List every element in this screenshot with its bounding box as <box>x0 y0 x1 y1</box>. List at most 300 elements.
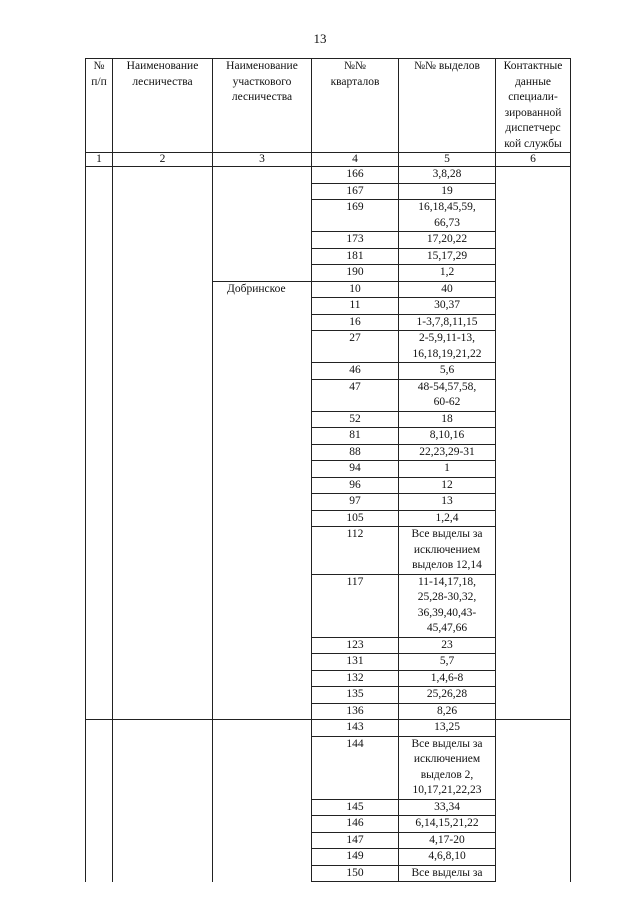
kvartal-cell: 16 <box>312 314 399 331</box>
vydely-cell <box>399 363 496 380</box>
column-header-6 <box>496 59 571 153</box>
forestry-cell <box>113 379 213 411</box>
forestry-cell <box>113 331 213 363</box>
vydely-line: 10,17,21,22,23 <box>412 784 482 796</box>
table-row <box>86 574 571 637</box>
vydely-cell <box>399 574 496 637</box>
vydely-cell <box>399 670 496 687</box>
forestry-cell <box>113 494 213 511</box>
header-line: лесничества <box>132 75 193 88</box>
district-cell <box>213 314 312 331</box>
district-cell <box>213 167 312 184</box>
forestry-cell <box>113 832 213 849</box>
district-cell <box>213 477 312 494</box>
header-row <box>86 59 571 153</box>
contact-cell <box>496 816 571 833</box>
vydely-line: 25,26,28 <box>426 688 468 700</box>
kvartal-cell: 97 <box>312 494 399 511</box>
row-number-cell <box>86 331 113 363</box>
row-number-cell <box>86 510 113 527</box>
header-line: кварталов <box>330 75 380 88</box>
table-row <box>86 248 571 265</box>
forestry-cell <box>113 816 213 833</box>
contact-cell <box>496 183 571 200</box>
table-row <box>86 799 571 816</box>
forestry-cell <box>113 428 213 445</box>
kvartal-cell: 10 <box>312 281 399 298</box>
forestry-cell <box>113 849 213 866</box>
contact-cell <box>496 654 571 671</box>
kvartal-cell: 88 <box>312 444 399 461</box>
contact-cell <box>496 281 571 298</box>
contact-cell <box>496 510 571 527</box>
contact-cell <box>496 527 571 575</box>
kvartal-cell: 46 <box>312 363 399 380</box>
kvartal-cell: 167 <box>312 183 399 200</box>
row-number-cell <box>86 411 113 428</box>
table-row <box>86 232 571 249</box>
kvartal-cell: 52 <box>312 411 399 428</box>
district-cell <box>213 670 312 687</box>
vydely-cell <box>399 167 496 184</box>
header-line: кой службы <box>504 137 562 150</box>
table-row <box>86 865 571 882</box>
vydely-line: 2-5,9,11-13, <box>418 332 476 344</box>
district-cell <box>213 183 312 200</box>
header-line: п/п <box>91 75 107 88</box>
vydely-line: 19 <box>441 184 453 197</box>
table-row <box>86 637 571 654</box>
contact-cell <box>496 574 571 637</box>
contact-cell <box>496 363 571 380</box>
contact-cell <box>496 670 571 687</box>
contact-cell <box>496 379 571 411</box>
vydely-line: 30,37 <box>434 299 460 311</box>
kvartal-cell: 144 <box>312 736 399 799</box>
header-line: диспетчерс <box>505 122 561 134</box>
column-header-1 <box>86 59 113 153</box>
table-row <box>86 200 571 232</box>
row-number-cell <box>86 248 113 265</box>
contact-cell <box>496 720 571 737</box>
contact-cell <box>496 799 571 816</box>
forestry-cell <box>113 510 213 527</box>
row-number-cell <box>86 232 113 249</box>
contact-cell <box>496 444 571 461</box>
vydely-line: 1,2,4 <box>435 511 459 524</box>
vydely-cell <box>399 232 496 249</box>
column-header-5 <box>399 59 496 153</box>
vydely-line: 15,17,29 <box>426 249 468 262</box>
vydely-cell <box>399 637 496 654</box>
vydely-line: 66,73 <box>434 216 460 229</box>
contact-cell <box>496 411 571 428</box>
district-cell <box>213 444 312 461</box>
column-number-row <box>86 153 571 167</box>
district-cell: Добринское <box>213 281 312 298</box>
row-number-cell <box>86 298 113 315</box>
contact-cell <box>496 832 571 849</box>
row-number-cell <box>86 167 113 184</box>
vydely-line: выделов 12,14 <box>412 559 482 571</box>
kvartal-cell: 146 <box>312 816 399 833</box>
vydely-line: 4,17-20 <box>429 833 465 846</box>
forestry-cell <box>113 527 213 575</box>
row-number-cell <box>86 799 113 816</box>
vydely-cell <box>399 183 496 200</box>
row-number-cell <box>86 865 113 882</box>
vydely-line: 1-3,7,8,11,15 <box>416 315 478 328</box>
header-line: специали- <box>508 91 558 103</box>
vydely-line: 11-14,17,18, <box>417 575 477 588</box>
row-number-cell <box>86 670 113 687</box>
contact-cell <box>496 200 571 232</box>
district-cell <box>213 331 312 363</box>
forestry-cell <box>113 574 213 637</box>
table-row <box>86 736 571 799</box>
district-cell <box>213 200 312 232</box>
vydely-line: 4,6,8,10 <box>428 850 466 862</box>
vydely-line: 1 <box>444 462 450 474</box>
vydely-line: исключением <box>413 543 481 556</box>
forestry-cell <box>113 637 213 654</box>
header-line: Наименование <box>226 60 298 72</box>
vydely-cell <box>399 799 496 816</box>
forestry-cell <box>113 232 213 249</box>
kvartal-cell: 131 <box>312 654 399 671</box>
contact-cell <box>496 736 571 799</box>
column-header-4 <box>312 59 399 153</box>
forestry-cell <box>113 720 213 737</box>
vydely-cell <box>399 527 496 575</box>
column-number-4: 4 <box>312 153 399 167</box>
table-row <box>86 849 571 866</box>
district-cell <box>213 736 312 799</box>
district-cell <box>213 527 312 575</box>
kvartal-cell: 145 <box>312 799 399 816</box>
vydely-line: 5,7 <box>439 655 455 667</box>
column-header-2 <box>113 59 213 153</box>
header-line: данные <box>514 75 552 88</box>
kvartal-cell: 94 <box>312 461 399 478</box>
district-cell <box>213 298 312 315</box>
table-row <box>86 298 571 315</box>
kvartal-cell: 166 <box>312 167 399 184</box>
vydely-cell <box>399 428 496 445</box>
vydely-cell <box>399 265 496 282</box>
kvartal-cell: 181 <box>312 248 399 265</box>
table-row <box>86 428 571 445</box>
column-number-2: 2 <box>113 153 213 167</box>
vydely-line: 16,18,45,59, <box>418 201 476 213</box>
header-line: № <box>93 60 105 72</box>
contact-cell <box>496 477 571 494</box>
vydely-cell <box>399 687 496 704</box>
forestry-cell <box>113 703 213 720</box>
table-row <box>86 363 571 380</box>
contact-cell <box>496 494 571 511</box>
row-number-cell <box>86 379 113 411</box>
district-cell <box>213 816 312 833</box>
vydely-line: 23 <box>441 638 453 651</box>
district-cell <box>213 687 312 704</box>
kvartal-cell: 105 <box>312 510 399 527</box>
forest-quarters-table <box>85 58 571 882</box>
row-number-cell <box>86 281 113 298</box>
vydely-cell <box>399 703 496 720</box>
vydely-line: 40 <box>441 282 453 295</box>
district-cell <box>213 637 312 654</box>
district-cell <box>213 849 312 866</box>
kvartal-cell: 123 <box>312 637 399 654</box>
district-cell <box>213 832 312 849</box>
header-line: лесничества <box>231 91 293 103</box>
forestry-cell <box>113 298 213 315</box>
district-cell <box>213 461 312 478</box>
table-row <box>86 461 571 478</box>
vydely-line: 33,34 <box>434 800 460 813</box>
table-row <box>86 720 571 737</box>
row-number-cell <box>86 637 113 654</box>
row-number-cell <box>86 687 113 704</box>
vydely-line: 13 <box>441 495 453 507</box>
kvartal-cell: 96 <box>312 477 399 494</box>
kvartal-cell: 132 <box>312 670 399 687</box>
forestry-cell <box>113 654 213 671</box>
column-number-3: 3 <box>213 153 312 167</box>
contact-cell <box>496 232 571 249</box>
contact-cell <box>496 314 571 331</box>
vydely-cell <box>399 248 496 265</box>
vydely-cell <box>399 444 496 461</box>
header-line: Контактные <box>503 60 563 72</box>
column-number-5: 5 <box>399 153 496 167</box>
page-number: 13 <box>313 31 327 46</box>
forestry-cell <box>113 687 213 704</box>
table-row <box>86 281 571 298</box>
district-cell <box>213 720 312 737</box>
table-row <box>86 510 571 527</box>
row-number-cell <box>86 703 113 720</box>
row-number-cell <box>86 816 113 833</box>
forestry-cell <box>113 461 213 478</box>
forestry-cell <box>113 411 213 428</box>
table-row <box>86 331 571 363</box>
vydely-cell <box>399 816 496 833</box>
kvartal-cell: 190 <box>312 265 399 282</box>
contact-cell <box>496 637 571 654</box>
vydely-line: Все выделы за <box>411 528 483 540</box>
vydely-line: 17,20,22 <box>426 233 468 245</box>
kvartal-cell: 147 <box>312 832 399 849</box>
table-row <box>86 703 571 720</box>
table-row <box>86 654 571 671</box>
district-cell <box>213 510 312 527</box>
kvartal-cell: 117 <box>312 574 399 637</box>
district-cell <box>213 363 312 380</box>
kvartal-cell: 143 <box>312 720 399 737</box>
district-cell <box>213 654 312 671</box>
district-cell <box>213 428 312 445</box>
vydely-line: выделов 2, <box>420 768 474 781</box>
forestry-cell <box>113 865 213 882</box>
table-row <box>86 314 571 331</box>
contact-cell <box>496 703 571 720</box>
vydely-cell <box>399 832 496 849</box>
forestry-cell <box>113 167 213 184</box>
kvartal-cell: 47 <box>312 379 399 411</box>
vydely-cell <box>399 379 496 411</box>
kvartal-cell: 149 <box>312 849 399 866</box>
forestry-cell <box>113 200 213 232</box>
vydely-line: 16,18,19,21,22 <box>412 347 482 360</box>
contact-cell <box>496 687 571 704</box>
column-header-3 <box>213 59 312 153</box>
vydely-cell <box>399 865 496 882</box>
vydely-cell <box>399 461 496 478</box>
kvartal-cell: 81 <box>312 428 399 445</box>
row-number-cell <box>86 736 113 799</box>
forestry-cell <box>113 736 213 799</box>
vydely-line: Все выделы за <box>411 866 483 879</box>
kvartal-cell: 27 <box>312 331 399 363</box>
contact-cell <box>496 331 571 363</box>
vydely-cell <box>399 411 496 428</box>
table-row <box>86 494 571 511</box>
vydely-line: 36,39,40,43- <box>417 606 477 619</box>
header-line: участкового <box>232 75 292 88</box>
forestry-cell <box>113 281 213 298</box>
kvartal-cell: 136 <box>312 703 399 720</box>
table-row <box>86 687 571 704</box>
forestry-cell <box>113 477 213 494</box>
table-row <box>86 816 571 833</box>
vydely-cell <box>399 200 496 232</box>
vydely-cell <box>399 510 496 527</box>
contact-cell <box>496 248 571 265</box>
vydely-cell <box>399 298 496 315</box>
kvartal-cell: 11 <box>312 298 399 315</box>
column-number-1: 1 <box>86 153 113 167</box>
kvartal-cell: 112 <box>312 527 399 575</box>
vydely-cell <box>399 331 496 363</box>
vydely-line: 13,25 <box>434 721 460 733</box>
forestry-cell <box>113 670 213 687</box>
contact-cell <box>496 428 571 445</box>
kvartal-cell: 169 <box>312 200 399 232</box>
vydely-line: 25,28-30,32, <box>417 591 477 603</box>
row-number-cell <box>86 477 113 494</box>
vydely-cell <box>399 477 496 494</box>
district-cell <box>213 865 312 882</box>
header-line: №№ выделов <box>414 60 480 72</box>
column-number-6: 6 <box>496 153 571 167</box>
row-number-cell <box>86 832 113 849</box>
table-row <box>86 527 571 575</box>
table-row <box>86 832 571 849</box>
header-line: №№ <box>344 60 366 72</box>
contact-cell <box>496 849 571 866</box>
forestry-cell <box>113 363 213 380</box>
forestry-cell <box>113 444 213 461</box>
contact-cell <box>496 167 571 184</box>
vydely-line: 18 <box>441 412 453 425</box>
row-number-cell <box>86 720 113 737</box>
vydely-line: Все выделы за <box>411 737 483 750</box>
district-cell <box>213 574 312 637</box>
vydely-line: 8,26 <box>436 704 458 717</box>
contact-cell <box>496 865 571 882</box>
district-cell <box>213 265 312 282</box>
vydely-cell <box>399 720 496 737</box>
district-cell <box>213 799 312 816</box>
row-number-cell <box>86 461 113 478</box>
row-number-cell <box>86 654 113 671</box>
vydely-line: 1,2 <box>439 266 455 278</box>
vydely-line: 6,14,15,21,22 <box>415 817 479 829</box>
vydely-line: 5,6 <box>439 364 455 376</box>
contact-cell <box>496 461 571 478</box>
kvartal-cell: 150 <box>312 865 399 882</box>
header-line: зированной <box>504 106 562 119</box>
district-cell <box>213 411 312 428</box>
header-line: Наименование <box>126 60 199 72</box>
vydely-cell <box>399 849 496 866</box>
vydely-cell <box>399 281 496 298</box>
forestry-cell <box>113 183 213 200</box>
vydely-line: 45,47,66 <box>426 622 468 634</box>
vydely-line: 60-62 <box>433 396 461 408</box>
forestry-cell <box>113 314 213 331</box>
vydely-cell <box>399 494 496 511</box>
table-row <box>86 183 571 200</box>
forestry-cell <box>113 265 213 282</box>
table-row <box>86 167 571 184</box>
vydely-line: исключением <box>413 753 481 765</box>
table-row <box>86 444 571 461</box>
row-number-cell <box>86 314 113 331</box>
vydely-cell <box>399 314 496 331</box>
row-number-cell <box>86 494 113 511</box>
row-number-cell <box>86 574 113 637</box>
vydely-cell <box>399 654 496 671</box>
vydely-line: 48-54,57,58, <box>417 380 477 393</box>
table-row <box>86 477 571 494</box>
kvartal-cell: 135 <box>312 687 399 704</box>
row-number-cell <box>86 363 113 380</box>
district-cell <box>213 494 312 511</box>
row-number-cell <box>86 200 113 232</box>
vydely-line: 12 <box>441 478 453 491</box>
table-row <box>86 265 571 282</box>
vydely-line: 8,10,16 <box>429 429 465 441</box>
district-cell <box>213 703 312 720</box>
row-number-cell <box>86 183 113 200</box>
vydely-line: 22,23,29-31 <box>419 445 475 458</box>
vydely-cell <box>399 736 496 799</box>
district-cell <box>213 232 312 249</box>
table-row <box>86 411 571 428</box>
contact-cell <box>496 265 571 282</box>
kvartal-cell: 173 <box>312 232 399 249</box>
forestry-cell <box>113 248 213 265</box>
contact-cell <box>496 298 571 315</box>
row-number-cell <box>86 527 113 575</box>
table-row <box>86 670 571 687</box>
row-number-cell <box>86 265 113 282</box>
vydely-line: 1,4,6-8 <box>430 671 464 684</box>
row-number-cell <box>86 444 113 461</box>
